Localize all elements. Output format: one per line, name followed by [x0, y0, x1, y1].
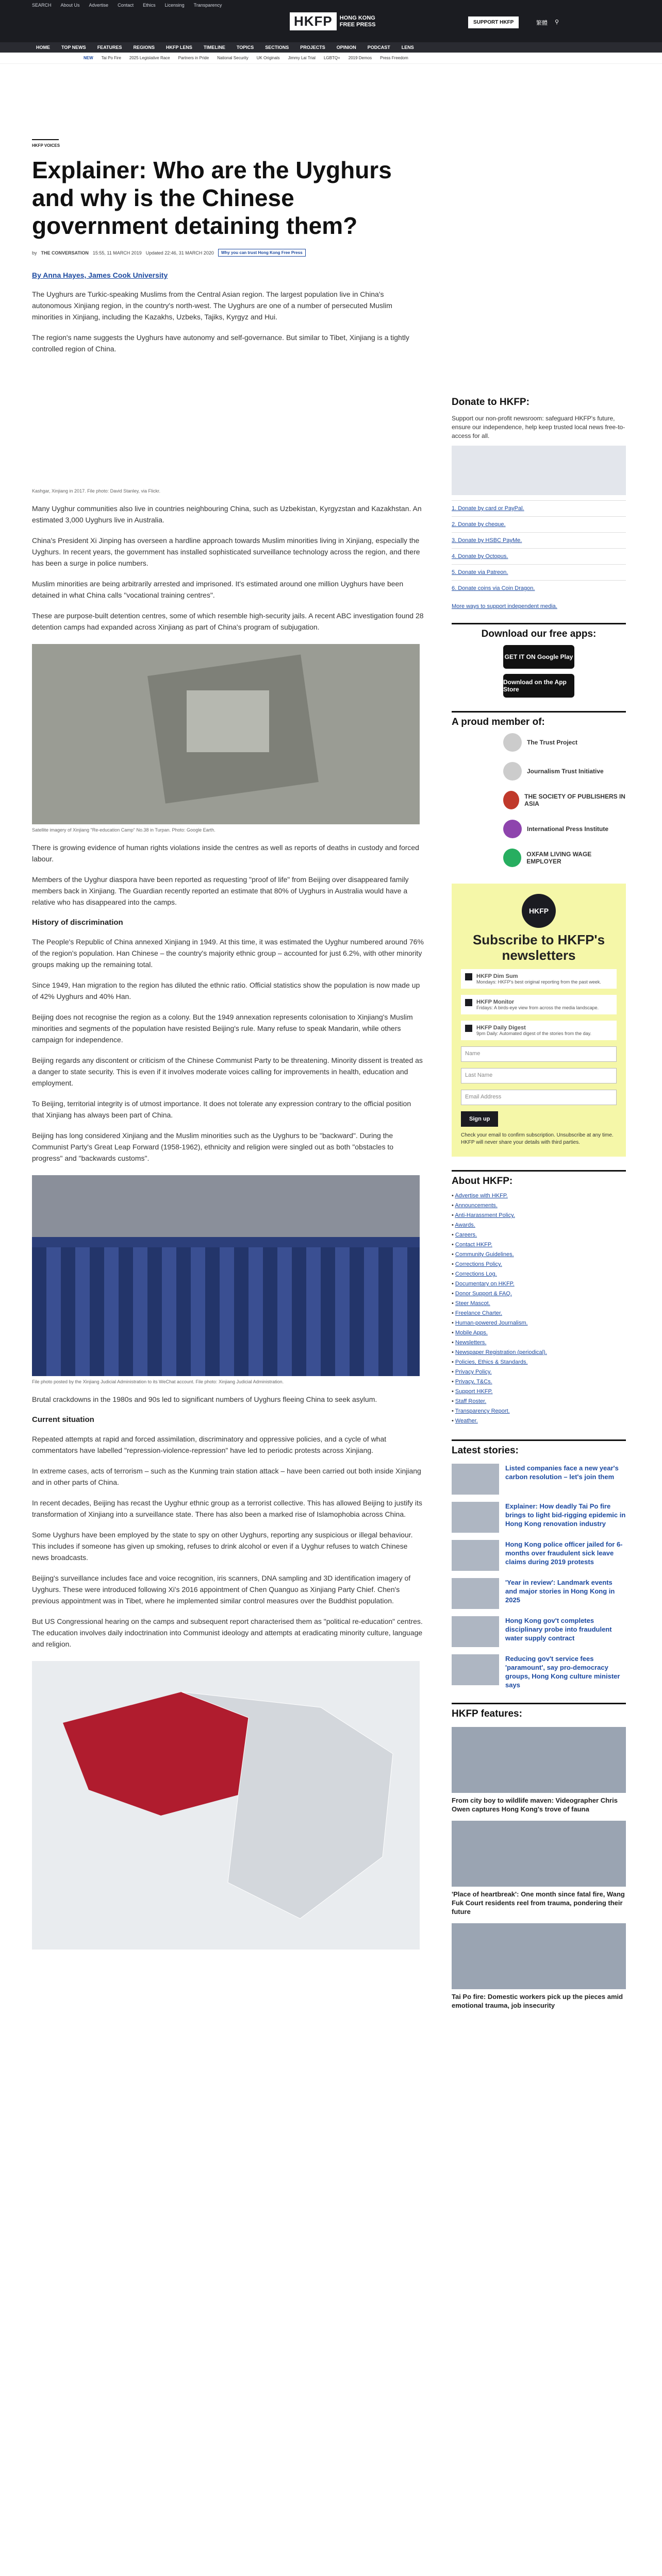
feature-image[interactable]	[452, 1727, 626, 1793]
about-item[interactable]: • Careers.	[452, 1232, 477, 1238]
paragraph: Beijing regards any discontent or criticism of the Chinese Communist Party to be threatening. Minority dissent is treated as a danger to state security. This is even if it involves moderate voices calling for improvements in health, education and employment.	[32, 1056, 423, 1087]
about-item[interactable]: • Announcements.	[452, 1202, 498, 1209]
about-link[interactable]: Mobile Apps.	[455, 1330, 488, 1336]
image-caption: Satellite imagery of Xinjiang "Re-education Camp" No.38 in Turpan. Photo: Google Earth.	[32, 827, 216, 833]
trust-badge-link[interactable]: Why you can trust Hong Kong Free Press	[218, 249, 306, 257]
checkbox-icon[interactable]	[465, 1025, 472, 1032]
about-item[interactable]: • Mobile Apps.	[452, 1330, 488, 1336]
sidebar	[452, 397, 626, 2010]
more-ways-link[interactable]: More ways to support independent media.	[452, 603, 557, 609]
subnav-item[interactable]: Partners in Pride	[178, 56, 209, 60]
about-link[interactable]: Newsletters.	[455, 1340, 487, 1346]
story-thumbnail[interactable]	[452, 1616, 499, 1647]
member-label: Journalism Trust Initiative	[527, 768, 604, 775]
logo-text	[340, 15, 376, 28]
nav-timeline[interactable]: TIMELINE	[203, 45, 225, 50]
subnav-new-label: NEW	[84, 56, 93, 60]
about-item[interactable]: • Donor Support & FAQ.	[452, 1291, 512, 1297]
last-name-input[interactable]: Last Name	[461, 1068, 617, 1083]
newsletter-option[interactable]	[461, 1021, 617, 1040]
newsletter-desc: Mondays: HKFP's best original reporting from the past week.	[476, 979, 601, 985]
about-link[interactable]: Corrections Log.	[455, 1271, 497, 1277]
newsletter-option[interactable]	[461, 995, 617, 1014]
masthead-icons	[536, 19, 559, 27]
about-link[interactable]: Corrections Policy.	[455, 1261, 502, 1267]
about-link[interactable]: Weather.	[455, 1418, 478, 1424]
search-icon[interactable]: ⚲	[555, 19, 559, 25]
paragraph: Beijing does not recognise the region as a colony. But the 1949 annexation represents colonisation to Xinjiang's Muslim minorities and segments of the population have resisted Beijing's rule. Many refuse to speak Mandarin, while others campaign for independence.	[32, 1013, 413, 1044]
newsletter-badge: HKFP	[522, 894, 556, 928]
authors-byline	[32, 271, 424, 279]
feature-image[interactable]	[452, 1923, 626, 1989]
nav-regions[interactable]: REGIONS	[133, 45, 155, 50]
sopa-logo-icon	[503, 791, 519, 809]
about-link[interactable]: Careers.	[455, 1232, 477, 1238]
subnav-item[interactable]: UK Originals	[256, 56, 280, 60]
about-link[interactable]: About Us	[60, 3, 80, 8]
ipi-logo-icon	[503, 820, 522, 838]
subnav-item[interactable]: Tai Po Fire	[101, 56, 121, 60]
updated-date: Updated 22:46, 31 MARCH 2020	[145, 250, 214, 256]
about-item[interactable]: • Corrections Log.	[452, 1271, 497, 1277]
masthead	[0, 10, 662, 42]
donate-option-link[interactable]: 6. Donate coins via Coin Dragon.	[452, 585, 535, 591]
xinjiang-region-shape	[63, 1692, 249, 1816]
image-caption: File photo posted by the Xinjiang Judicial Administration to its WeChat account. File photo: Xinjiang Judicial Administration.	[32, 1379, 284, 1384]
article-meta	[32, 249, 424, 257]
sub-nav	[0, 53, 662, 64]
image-caption: Kashgar, Xinjiang in 2017. File photo: David Stanley, via Flickr.	[32, 488, 160, 494]
about-link[interactable]: Policies, Ethics & Standards.	[455, 1359, 528, 1365]
checkbox-icon[interactable]	[465, 973, 472, 980]
about-link[interactable]: Community Guidelines.	[455, 1251, 514, 1258]
about-item[interactable]: • Human-powered Journalism.	[452, 1320, 528, 1326]
paragraph: In recent decades, Beijing has recast the Uyghur ethnic group as a terrorist collective. This has allowed Beijing to justify its transformation of Xinjiang into a surveillance state. There has also been a marked rise of Islamophobia across China.	[32, 1499, 422, 1518]
about-link[interactable]: Newspaper Registration (periodical).	[455, 1349, 547, 1355]
donate-image	[452, 446, 626, 495]
nav-topics[interactable]: TOPICS	[236, 45, 254, 50]
feature-story[interactable]	[452, 1821, 626, 1916]
newsletter-note: Check your email to confirm subscription. Unsubscribe at any time. HKFP will never share your details with third parties.	[461, 1132, 614, 1145]
logo-mark[interactable]: HKFP	[290, 12, 337, 30]
story-headline[interactable]: Reducing gov't service fees 'paramount', say pro-democracy groups, Hong Kong culture minister says	[505, 1655, 620, 1689]
about-item[interactable]: • Staff Roster.	[452, 1398, 487, 1404]
paragraph: Repeated attempts at rapid and forced assimilation, discriminatory and oppressive policies, and a cycle of what commentators have labelled "repression-violence-repression" have led to periodic protests across Xinjiang.	[32, 1435, 387, 1454]
paragraph: In extreme cases, acts of terrorism – such as the Kunming train station attack – have been carried out both inside Xinjiang and in other parts of China.	[32, 1467, 421, 1486]
about-list	[452, 1191, 626, 1426]
about-link[interactable]: Transparency Report.	[455, 1408, 510, 1414]
paragraph: The region's name suggests the Uyghurs have autonomy and self-governance. But similar to Tibet, Xinjiang is a tightly controlled region of China.	[32, 333, 409, 353]
paragraph: Brutal crackdowns in the 1980s and 90s led to significant numbers of Uyghurs fleeing China to seek asylum.	[32, 1395, 377, 1403]
app-store-button[interactable]: Download on the App Store	[503, 674, 574, 698]
about-link[interactable]: Announcements.	[455, 1202, 498, 1209]
paragraph: Since 1949, Han migration to the region has diluted the ethnic ratio. Official statistics show the population is now made up of 42% Uyghurs and 40% Han.	[32, 981, 420, 1001]
more-ways	[452, 603, 626, 609]
donate-option[interactable]	[452, 516, 626, 532]
ethics-link[interactable]: Ethics	[143, 3, 156, 8]
about-item[interactable]: • Privacy Policy.	[452, 1369, 492, 1375]
about-link[interactable]: Privacy, T&Cs.	[455, 1379, 492, 1385]
about-link[interactable]: Support HKFP.	[455, 1388, 493, 1395]
nav-home[interactable]: HOME	[36, 45, 50, 50]
logo-line1: HONG KONG	[339, 14, 375, 21]
google-play-button[interactable]: GET IT ON Google Play	[503, 645, 574, 669]
search-link[interactable]: SEARCH	[32, 3, 52, 8]
subnav-item[interactable]: National Security	[217, 56, 249, 60]
camp-building-shape	[187, 690, 269, 752]
about-item[interactable]: • Anti-Harassment Policy.	[452, 1212, 515, 1218]
about-item[interactable]: • Newspaper Registration (periodical).	[452, 1349, 547, 1355]
trust-project-logo-icon	[503, 733, 522, 752]
section-heading-history: History of discrimination	[32, 918, 123, 927]
story-thumbnail[interactable]	[452, 1464, 499, 1495]
about-link[interactable]: Staff Roster.	[455, 1398, 487, 1404]
story-thumbnail[interactable]	[452, 1654, 499, 1685]
latest-story[interactable]	[452, 1464, 626, 1495]
story-headline[interactable]: Listed companies face a new year's carbon resolution – let's join them	[505, 1464, 619, 1481]
feature-image[interactable]	[452, 1821, 626, 1887]
feature-headline[interactable]: From city boy to wildlife maven: Videographer Chris Owen captures Hong Kong's trove of fauna	[452, 1797, 618, 1813]
paragraph: Some Uyghurs have been employed by the state to spy on other Uyghurs, reporting any suspicious or illegal behaviour. This includes if someone has given up smoking, refuses to drink alcohol or even if a Uyghur refuses to watch Chinese news broadcasts.	[32, 1531, 413, 1562]
newsletter-option[interactable]	[461, 969, 617, 989]
story-thumbnail[interactable]	[452, 1502, 499, 1533]
about-link[interactable]: Advertise with HKFP.	[455, 1193, 508, 1199]
about-item[interactable]: • Transparency Report.	[452, 1408, 510, 1414]
about-link[interactable]: Contact HKFP.	[455, 1242, 492, 1248]
oxfam-logo-icon	[503, 849, 521, 867]
about-item[interactable]: • Newsletters.	[452, 1340, 487, 1346]
nav-top-news[interactable]: TOP NEWS	[61, 45, 86, 50]
about-link[interactable]: Documentary on HKFP.	[455, 1281, 515, 1287]
donate-option-link[interactable]: 2. Donate by cheque.	[452, 521, 506, 528]
contact-link[interactable]: Contact	[118, 3, 134, 8]
donate-option[interactable]	[452, 548, 626, 564]
about-item[interactable]: • Steer Mascot.	[452, 1300, 490, 1307]
subnav-item[interactable]: 2025 Legislative Race	[129, 56, 170, 60]
paragraph: Many Uyghur communities also live in countries neighbouring China, such as Uzbekistan, Kyrgyzstan and Kazakhstan. An estimated 3,000 Uyghurs live in Australia.	[32, 504, 422, 524]
nav-podcast[interactable]: PODCAST	[367, 45, 390, 50]
paragraph: These are purpose-built detention centres, some of which resemble high-security jails. A recent ABC investigation found 28 detention camps had expanded across Xinjiang as part of China's program of subjugation.	[32, 612, 424, 631]
about-heading: About HKFP:	[452, 1170, 626, 1187]
paragraph: Beijing has long considered Xinjiang and the Muslim minorities such as the Uyghurs to be "backward". During the Communist Party's Great Leap Forward (1958-1962), ethnicity and religion were singled out as both "obstacles to progress" and "backwards customs".	[32, 1131, 394, 1162]
paragraph: China's President Xi Jinping has overseen a hardline approach towards Muslim minorities living in Xinjiang, especially the Uyghurs. In recent years, the government has installed sophisticated surveillance technology across the region, and there has been a surge in police numbers.	[32, 536, 420, 567]
member-label: OXFAM LIVING WAGE EMPLOYER	[526, 851, 592, 865]
about-link[interactable]: Anti-Harassment Policy.	[455, 1212, 515, 1218]
about-item[interactable]: • Advertise with HKFP.	[452, 1193, 508, 1199]
newsletter-desc: Fridays: A birds-eye view from across the media landscape.	[476, 1005, 599, 1010]
member-heading: A proud member of:	[452, 711, 626, 728]
about-item[interactable]: • Contact HKFP.	[452, 1242, 492, 1248]
email-input[interactable]: Email Address	[461, 1090, 617, 1105]
transparency-link[interactable]: Transparency	[193, 3, 222, 8]
about-item[interactable]: • Community Guidelines.	[452, 1251, 514, 1258]
china-map-image	[32, 1661, 420, 1950]
paragraph: Beijing's surveillance includes face and voice recognition, iris scanners, DNA sampling and 3D identification imagery of Uyghurs. These were introduced following Xi's 2016 appointment of Chen Quanguo as Xinjiang Party Chief. Chen's previous appointment was in Tibet, where he implemented similar control measures over the Buddhist population.	[32, 1574, 411, 1605]
satellite-image	[32, 644, 420, 824]
about-link[interactable]: Donor Support & FAQ.	[455, 1291, 512, 1297]
article	[32, 139, 424, 1950]
checkbox-icon[interactable]	[465, 999, 472, 1006]
subnav-item[interactable]: LGBTQ+	[323, 56, 340, 60]
about-item[interactable]: • Support HKFP.	[452, 1388, 493, 1395]
top-utility-bar	[0, 0, 662, 10]
story-thumbnail[interactable]	[452, 1578, 499, 1609]
map-graphic	[32, 1661, 420, 1950]
about-item[interactable]: • Policies, Ethics & Standards.	[452, 1359, 528, 1365]
subnav-item[interactable]: Press Freedom	[380, 56, 408, 60]
newsletter-name: HKFP Dim Sum	[476, 973, 518, 979]
kicker-rule	[32, 139, 59, 140]
donate-option-link[interactable]: 1. Donate by card or PayPal.	[452, 505, 524, 512]
name-input[interactable]: Name	[461, 1046, 617, 1062]
donate-option-link[interactable]: 3. Donate by HSBC PayMe.	[452, 537, 522, 544]
subnav-item[interactable]: Jimmy Lai Trial	[288, 56, 316, 60]
paragraph: The People's Republic of China annexed Xinjiang in 1949. At this time, it was estimated the Uyghur numbered around 76% of the region's population. Han Chinese – the country's majority ethnic group – accounted for just 6.2%, with other minority groups making up the remaining total.	[32, 938, 424, 969]
feature-story[interactable]	[452, 1923, 626, 2010]
story-headline[interactable]: 'Year in review': Landmark events and major stories in Hong Kong in 2025	[505, 1579, 615, 1604]
by-label: by	[32, 250, 37, 256]
signup-button[interactable]: Sign up	[461, 1111, 498, 1127]
member-label: THE SOCIETY OF PUBLISHERS IN ASIA	[524, 793, 625, 807]
site-logo[interactable]	[290, 12, 375, 30]
newsletter-heading: Subscribe to HKFP's newsletters	[472, 932, 605, 963]
donate-text: Support our non-profit newsroom: safeguard HKFP's future, ensure our independence, help keep trusted local news free-to-access for all.	[452, 415, 625, 439]
nav-sections[interactable]: SECTIONS	[265, 45, 289, 50]
story-headline[interactable]: Hong Kong gov't completes disciplinary probe into fraudulent water supply contract	[505, 1617, 612, 1642]
language-toggle[interactable]: 繁體	[536, 20, 548, 26]
member-oxfam[interactable]	[452, 843, 626, 872]
paragraph: The Uyghurs are Turkic-speaking Muslims from the Central Asian region. The largest population live in China's autonomous Xinjiang region, in the country's north-west. The Uyghurs are one of a number of persecuted Muslim minorities in Xinjiang, including the Kazakhs, Uzbeks, Tajiks, Kyrgyz and Hui.	[32, 290, 392, 321]
story-headline[interactable]: Explainer: How deadly Tai Po fire brings to light bid-rigging epidemic in Hong Kong renovation industry	[505, 1502, 626, 1528]
author-source[interactable]: THE CONVERSATION	[41, 250, 89, 256]
feature-story[interactable]	[452, 1727, 626, 1814]
paragraph: There is growing evidence of human rights violations inside the centres as well as reports of deaths in custody and forced labour.	[32, 843, 419, 863]
section-heading-current: Current situation	[32, 1415, 94, 1424]
feature-headline[interactable]: 'Place of heartbreak': One month since fatal fire, Wang Fuk Court residents reel from trauma, pondering their future	[452, 1890, 625, 1916]
member-sopa[interactable]	[452, 786, 626, 815]
subnav-item[interactable]: 2019 Demos	[348, 56, 372, 60]
latest-story[interactable]	[452, 1654, 626, 1689]
photo-wall-band	[32, 1175, 420, 1237]
feature-headline[interactable]: Tai Po fire: Domestic workers pick up the pieces amid emotional trauma, job insecurity	[452, 1993, 623, 2009]
newsletter-name: HKFP Monitor	[476, 999, 515, 1005]
newsletter-desc: 9pm Daily: Automated digest of the stories from the day.	[476, 1031, 591, 1036]
about-link[interactable]: Awards.	[455, 1222, 475, 1228]
features-heading: HKFP features:	[452, 1703, 626, 1720]
licensing-link[interactable]: Licensing	[164, 3, 185, 8]
donate-option-link[interactable]: 5. Donate via Patreon.	[452, 569, 508, 575]
jti-logo-icon	[503, 762, 522, 781]
authors-link[interactable]: By Anna Hayes, James Cook University	[32, 271, 168, 279]
latest-story[interactable]	[452, 1616, 626, 1647]
about-link[interactable]: Privacy Policy.	[455, 1369, 492, 1375]
latest-heading: Latest stories:	[452, 1439, 626, 1456]
nav-projects[interactable]: PROJECTS	[300, 45, 325, 50]
article-image-kashgar	[32, 366, 424, 485]
about-link[interactable]: Steer Mascot.	[455, 1300, 490, 1307]
nav-lens[interactable]: HKFP LENS	[166, 45, 192, 50]
paragraph: To Beijing, territorial integrity is of utmost importance. It does not tolerate any expression contrary to the official position that Xinjiang has always been part of China.	[32, 1099, 411, 1119]
about-item[interactable]: • Awards.	[452, 1222, 475, 1228]
about-item[interactable]: • Documentary on HKFP.	[452, 1281, 515, 1287]
paragraph: But US Congressional hearing on the camps and subsequent report characterised them as "political re-education" centres. The education involves daily indoctrination into Communist ideology and attempts at eradicating minority culture, language and religion.	[32, 1617, 423, 1648]
published-date: 15:55, 11 MARCH 2019	[92, 250, 142, 256]
member-label: The Trust Project	[527, 739, 578, 746]
donate-option[interactable]	[452, 564, 626, 580]
nav-lens-2[interactable]: LENS	[401, 45, 414, 50]
newsletter-box	[452, 884, 626, 1157]
nav-opinion[interactable]: OPINION	[336, 45, 356, 50]
detainees-photo	[32, 1175, 420, 1376]
story-thumbnail[interactable]	[452, 1540, 499, 1571]
about-link[interactable]: Freelance Charter.	[455, 1310, 503, 1316]
advertise-link[interactable]: Advertise	[89, 3, 109, 8]
main-nav	[0, 42, 662, 53]
nav-features[interactable]: FEATURES	[97, 45, 122, 50]
support-button[interactable]: SUPPORT HKFP	[468, 16, 519, 28]
logo-line2: FREE PRESS	[339, 21, 376, 28]
donate-option[interactable]	[452, 580, 626, 596]
article-title: Explainer: Who are the Uyghurs and why is the Chinese government detaining them?	[32, 157, 392, 239]
donate-option-link[interactable]: 4. Donate by Octopus.	[452, 553, 508, 560]
rows-of-people-shape	[32, 1247, 420, 1376]
donate-option[interactable]	[452, 532, 626, 548]
donate-heading: Donate to HKFP:	[452, 397, 529, 408]
story-headline[interactable]: Hong Kong police officer jailed for 6-months over fraudulent sick leave claims during 2019 protests	[505, 1540, 623, 1566]
about-link[interactable]: Human-powered Journalism.	[455, 1320, 528, 1326]
member-label: International Press Institute	[527, 825, 609, 833]
latest-story[interactable]	[452, 1502, 626, 1533]
donate-option[interactable]	[452, 500, 626, 516]
paragraph: Members of the Uyghur diaspora have been reported as requesting "proof of life" from Beijing over disappeared family members back in Xinjiang. The Guardian recently reported an estimate that 80% of Uyghurs in Australia would have a relative who has disappeared into the camps.	[32, 875, 409, 906]
latest-story[interactable]	[452, 1540, 626, 1571]
about-item[interactable]: • Privacy, T&Cs.	[452, 1379, 492, 1385]
latest-story[interactable]	[452, 1578, 626, 1609]
member-trust-project[interactable]	[452, 728, 626, 757]
apps-heading: Download our free apps:	[452, 623, 626, 640]
paragraph: Muslim minorities are being arbitrarily arrested and imprisoned. It's estimated around one million Uyghurs have been detained in what China calls "vocational training centres".	[32, 580, 404, 599]
article-kicker[interactable]: HKFP VOICES	[32, 143, 60, 148]
about-item[interactable]: • Corrections Policy.	[452, 1261, 502, 1267]
newsletter-name: HKFP Daily Digest	[476, 1025, 526, 1031]
about-item[interactable]: • Freelance Charter.	[452, 1310, 503, 1316]
member-jti[interactable]	[452, 757, 626, 786]
about-item[interactable]: • Weather.	[452, 1418, 478, 1424]
member-ipi[interactable]	[452, 815, 626, 843]
